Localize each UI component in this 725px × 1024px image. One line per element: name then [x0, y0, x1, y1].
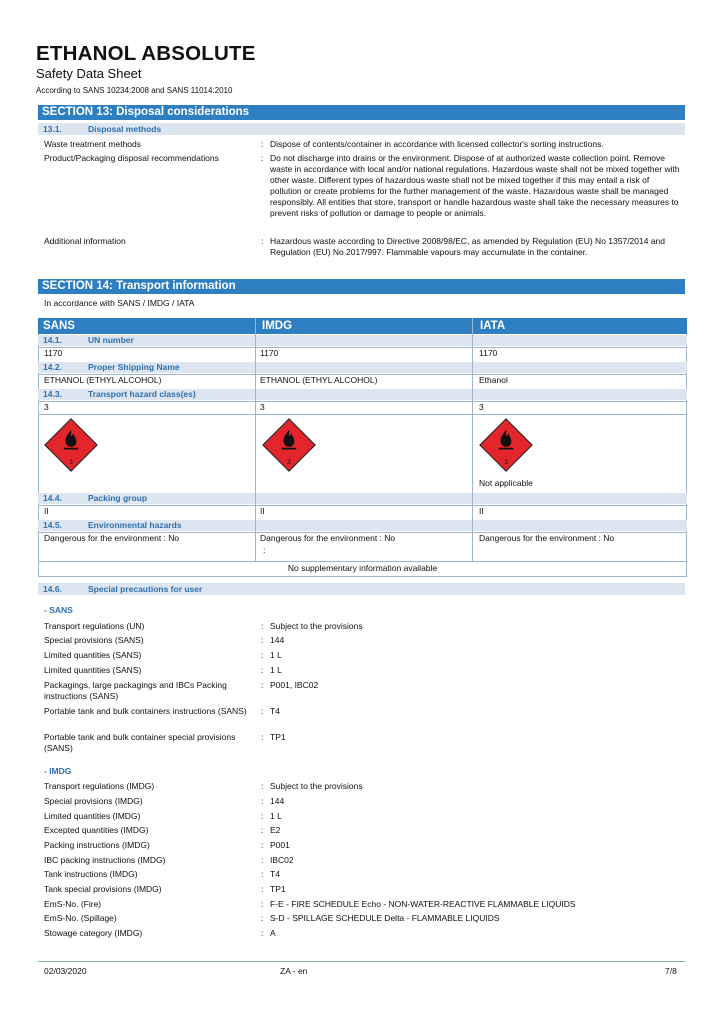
colon: : — [261, 680, 264, 690]
pg-sans: II — [44, 506, 49, 516]
un-iata: 1170 — [479, 348, 498, 358]
divider — [38, 374, 687, 375]
colon: : — [261, 913, 264, 923]
subsection-number: 14.6. — [43, 584, 62, 594]
precaution-label: Excepted quantities (IMDG) — [44, 825, 149, 835]
env-sans: Dangerous for the environment : No — [44, 533, 180, 543]
precaution-label: Transport regulations (UN) — [44, 621, 145, 631]
precaution-label: Limited quantities (SANS) — [44, 665, 142, 675]
divider — [38, 401, 687, 402]
precaution-label: Portable tank and bulk container special provisions (SANS) — [44, 732, 236, 753]
precaution-value: 144 — [270, 796, 285, 806]
precaution-value: A — [270, 928, 276, 938]
un-sans: 1170 — [44, 348, 63, 358]
precaution-value: 144 — [270, 635, 285, 645]
subsection-number: 14.3. — [43, 389, 62, 399]
subsection-14-4 — [38, 493, 687, 504]
colon: : — [261, 732, 264, 742]
precaution-value: 1 L — [270, 650, 282, 660]
divider — [38, 505, 687, 506]
colon: : — [261, 811, 264, 821]
colon: : — [261, 153, 264, 163]
colon: : — [261, 884, 264, 894]
section-13-heading: SECTION 13: Disposal considerations — [38, 105, 685, 120]
psn-imdg: ETHANOL (ETHYL ALCOHOL) — [260, 375, 378, 385]
subsection-13-1 — [38, 123, 685, 135]
footer-date: 02/03/2020 — [44, 966, 87, 976]
colon: : — [261, 781, 264, 791]
subsection-14-6 — [38, 583, 685, 595]
precaution-value: E2 — [270, 825, 281, 835]
precaution-value: P001, IBC02 — [270, 680, 319, 690]
footer-page-number: 7/8 — [665, 966, 677, 976]
regulation-reference: According to SANS 10234:2008 and SANS 11014:2010 — [36, 86, 233, 95]
pictogram-class-label: 3 — [503, 458, 509, 466]
subsection-title: Proper Shipping Name — [88, 362, 180, 372]
precaution-value: T4 — [270, 869, 280, 879]
document-title: ETHANOL ABSOLUTE — [36, 42, 256, 65]
colon: : — [261, 665, 264, 675]
subsection-number: 14.5. — [43, 520, 62, 530]
divider — [255, 318, 256, 561]
additional-information-label: Additional information — [44, 236, 126, 246]
subsection-14-5 — [38, 520, 687, 531]
class-imdg: 3 — [260, 402, 265, 412]
colon: : — [261, 635, 264, 645]
precaution-label: Special provisions (IMDG) — [44, 796, 143, 806]
divider — [38, 532, 687, 533]
subsection-title: Packing group — [88, 493, 148, 503]
sans-heading: - SANS — [44, 605, 73, 615]
env-imdg: Dangerous for the environment : No — [260, 533, 396, 543]
precaution-value: TP1 — [270, 884, 286, 894]
subsection-number: 13.1. — [43, 124, 62, 134]
subsection-14-2 — [38, 362, 687, 373]
precaution-value: S-D - SPILLAGE SCHEDULE Delta - FLAMMABLE LIQUIDS — [270, 913, 500, 923]
colon: : — [261, 840, 264, 850]
colon: : — [261, 650, 264, 660]
precaution-label: Transport regulations (IMDG) — [44, 781, 155, 791]
footer-language: ZA - en — [280, 966, 308, 976]
precaution-value: P001 — [270, 840, 290, 850]
waste-treatment-label: Waste treatment methods — [44, 139, 142, 149]
imdg-heading: - IMDG — [44, 766, 72, 776]
precaution-label: EmS-No. (Spillage) — [44, 913, 117, 923]
subsection-14-1 — [38, 335, 687, 346]
colon: : — [261, 855, 264, 865]
subsection-title: Disposal methods — [88, 124, 162, 134]
env-iata: Dangerous for the environment : No — [479, 533, 615, 543]
flammable-pictogram-iata — [479, 418, 533, 472]
precaution-label: Tank instructions (IMDG) — [44, 869, 138, 879]
precaution-label: Limited quantities (IMDG) — [44, 811, 141, 821]
precaution-value: IBC02 — [270, 855, 294, 865]
divider — [472, 318, 473, 561]
waste-treatment-value: Dispose of contents/container in accordance with licensed collector's sorting instructions. — [270, 139, 604, 149]
subsection-number: 14.4. — [43, 493, 62, 503]
subsection-title: UN number — [88, 335, 134, 345]
divider — [38, 347, 687, 348]
section-14-heading: SECTION 14: Transport information — [38, 279, 685, 294]
colon: : — [261, 796, 264, 806]
class-sans: 3 — [44, 402, 49, 412]
precaution-label: Stowage category (IMDG) — [44, 928, 143, 938]
divider — [38, 414, 687, 415]
precaution-value: 1 L — [270, 811, 282, 821]
col-iata: IATA — [480, 320, 506, 332]
pictogram-class-label: 3 — [68, 458, 74, 466]
colon: : — [261, 706, 264, 716]
subsection-14-3 — [38, 389, 687, 400]
pg-imdg: II — [260, 506, 265, 516]
subsection-title: Transport hazard class(es) — [88, 389, 196, 399]
precaution-value: 1 L — [270, 665, 282, 675]
precaution-label: EmS-No. (Fire) — [44, 899, 102, 909]
no-supplementary-info: No supplementary information available — [287, 563, 438, 573]
precaution-value: TP1 — [270, 732, 286, 742]
precaution-label: Packing instructions (IMDG) — [44, 840, 150, 850]
subsection-number: 14.2. — [43, 362, 62, 372]
colon: : — [261, 825, 264, 835]
colon: : — [261, 928, 264, 938]
subsection-title: Environmental hazards — [88, 520, 182, 530]
precaution-label: IBC packing instructions (IMDG) — [44, 855, 166, 865]
disposal-recommendations-value: Do not discharge into drains or the environment. Dispose of at authorized waste collection point. Remove waste in accordance with local and/or national regulations. Hazardous waste shall not be mixed together with other waste. Different types of hazardous waste shall not be mixed together if this may entail a risk of pollution or create problems for the further management of the waste. Hazardous waste shall be managed responsibly. All entities that store, transport or handle hazardous waste shall take the necessary measures to prevent risks of pollution or damage to people or animals. — [270, 153, 680, 218]
additional-information-value: Hazardous waste according to Directive 2008/98/EC, as amended by Regulation (EU) No 1357/2014 and Regulation (EU) No 2017/997. Flammable vapours may accumulate in the container. — [270, 236, 666, 257]
flammable-pictogram-imdg — [262, 418, 316, 472]
precaution-value: F-E - FIRE SCHEDULE Echo - NON-WATER-REACTIVE FLAMMABLE LIQUIDS — [270, 899, 576, 909]
colon: : — [261, 621, 264, 631]
flammable-pictogram-sans — [44, 418, 98, 472]
class-iata: 3 — [479, 402, 484, 412]
env-imdg-extra: : — [263, 545, 266, 555]
document-subtitle: Safety Data Sheet — [36, 66, 142, 81]
un-imdg: 1170 — [260, 348, 279, 358]
subsection-number: 14.1. — [43, 335, 62, 345]
transport-table-header — [38, 318, 687, 334]
precaution-label: Tank special provisions (IMDG) — [44, 884, 162, 894]
precaution-label: Special provisions (SANS) — [44, 635, 144, 645]
precaution-label: Limited quantities (SANS) — [44, 650, 142, 660]
pictogram-class-label: 3 — [286, 458, 292, 466]
psn-iata: Ethanol — [479, 375, 508, 385]
transport-intro: In accordance with SANS / IMDG / IATA — [44, 298, 195, 308]
colon: : — [261, 139, 264, 149]
precaution-value: Subject to the provisions — [270, 781, 363, 791]
subsection-title: Special precautions for user — [88, 584, 203, 594]
precaution-value: Subject to the provisions — [270, 621, 363, 631]
colon: : — [261, 869, 264, 879]
colon: : — [261, 899, 264, 909]
psn-sans: ETHANOL (ETHYL ALCOHOL) — [44, 375, 162, 385]
precaution-label: Packagings, large packagings and IBCs Packing instructions (SANS) — [44, 680, 227, 701]
pg-iata: II — [479, 506, 484, 516]
disposal-recommendations-label: Product/Packaging disposal recommendations — [44, 153, 219, 163]
divider — [38, 561, 687, 562]
precaution-value: T4 — [270, 706, 280, 716]
col-imdg: IMDG — [262, 320, 293, 332]
col-sans: SANS — [43, 320, 75, 332]
colon: : — [261, 236, 264, 246]
not-applicable-text: Not applicable — [479, 478, 533, 488]
footer-divider — [38, 961, 685, 962]
precaution-label: Portable tank and bulk containers instructions (SANS) — [44, 706, 247, 716]
